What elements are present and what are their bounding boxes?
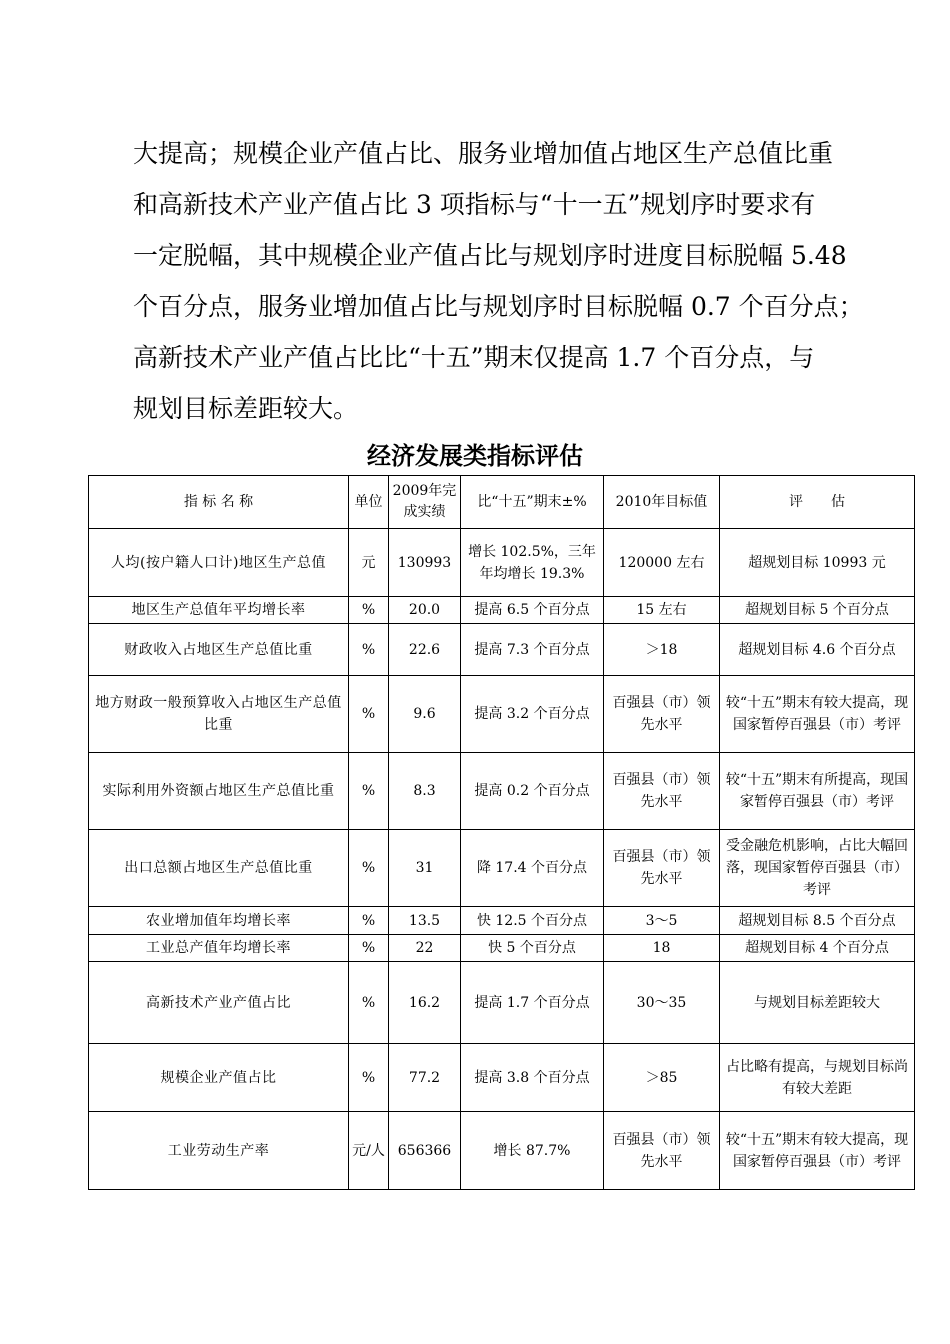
cell-unit: % — [349, 753, 389, 830]
cell-actual: 16.2 — [389, 962, 461, 1044]
cell-target: 百强县（市）领先水平 — [604, 1112, 720, 1190]
paragraph-line: 一定脱幅，其中规模企业产值占比与规划序时进度目标脱幅 5.48 — [133, 241, 847, 270]
cell-actual: 8.3 — [389, 753, 461, 830]
cell-actual: 77.2 — [389, 1044, 461, 1112]
cell-name: 高新技术产业产值占比 — [89, 962, 349, 1044]
table-row — [89, 676, 915, 753]
header-name: 指 标 名 称 — [89, 476, 349, 529]
cell-name: 地区生产总值年平均增长率 — [89, 597, 349, 624]
table-header-row — [89, 476, 915, 529]
cell-actual: 22.6 — [389, 624, 461, 676]
cell-actual: 20.0 — [389, 597, 461, 624]
cell-vs: 提高 1.7 个百分点 — [461, 962, 604, 1044]
cell-eval: 超规划目标 8.5 个百分点 — [720, 907, 915, 935]
cell-eval: 超规划目标 10993 元 — [720, 529, 915, 597]
cell-name: 工业劳动生产率 — [89, 1112, 349, 1190]
cell-vs: 增长 102.5%，三年年均增长 19.3% — [461, 529, 604, 597]
paragraph-line: 个百分点，服务业增加值占比与规划序时目标脱幅 0.7 个百分点； — [133, 292, 864, 321]
body-paragraph — [133, 128, 864, 434]
cell-vs: 提高 0.2 个百分点 — [461, 753, 604, 830]
cell-eval: 与规划目标差距较大 — [720, 962, 915, 1044]
cell-target: 百强县（市）领先水平 — [604, 753, 720, 830]
cell-target: ＞85 — [604, 1044, 720, 1112]
cell-unit: % — [349, 962, 389, 1044]
cell-name: 地方财政一般预算收入占地区生产总值比重 — [89, 676, 349, 753]
table-row — [89, 597, 915, 624]
table-row — [89, 962, 915, 1044]
cell-vs: 提高 7.3 个百分点 — [461, 624, 604, 676]
paragraph-line: 和高新技术产业产值占比 3 项指标与“十一五”规划序时要求有 — [133, 190, 816, 219]
table-title: 经济发展类指标评估 — [367, 442, 583, 470]
cell-target: 百强县（市）领先水平 — [604, 830, 720, 907]
header-vs: 比“十五”期末±% — [461, 476, 604, 529]
cell-name: 人均(按户籍人口计)地区生产总值 — [89, 529, 349, 597]
table-row — [89, 529, 915, 597]
cell-vs: 提高 3.2 个百分点 — [461, 676, 604, 753]
cell-actual: 656366 — [389, 1112, 461, 1190]
cell-actual: 9.6 — [389, 676, 461, 753]
paragraph-line: 规划目标差距较大。 — [133, 394, 359, 423]
cell-actual: 22 — [389, 935, 461, 962]
cell-name: 农业增加值年均增长率 — [89, 907, 349, 935]
cell-name: 规模企业产值占比 — [89, 1044, 349, 1112]
indicator-table — [88, 475, 915, 1190]
header-eval: 评 估 — [720, 476, 915, 529]
header-unit: 单位 — [349, 476, 389, 529]
table-row — [89, 1044, 915, 1112]
table-row — [89, 753, 915, 830]
cell-vs: 提高 3.8 个百分点 — [461, 1044, 604, 1112]
cell-target: 18 — [604, 935, 720, 962]
cell-eval: 超规划目标 4.6 个百分点 — [720, 624, 915, 676]
cell-target: 120000 左右 — [604, 529, 720, 597]
cell-eval: 超规划目标 4 个百分点 — [720, 935, 915, 962]
cell-target: 30～35 — [604, 962, 720, 1044]
cell-unit: % — [349, 935, 389, 962]
cell-unit: % — [349, 676, 389, 753]
cell-name: 工业总产值年均增长率 — [89, 935, 349, 962]
cell-target: ＞18 — [604, 624, 720, 676]
cell-vs: 降 17.4 个百分点 — [461, 830, 604, 907]
cell-actual: 13.5 — [389, 907, 461, 935]
cell-name: 财政收入占地区生产总值比重 — [89, 624, 349, 676]
cell-vs: 增长 87.7% — [461, 1112, 604, 1190]
cell-unit: % — [349, 597, 389, 624]
cell-vs: 快 12.5 个百分点 — [461, 907, 604, 935]
paragraph-line: 大提高；规模企业产值占比、服务业增加值占地区生产总值比重 — [133, 139, 834, 168]
table-row — [89, 1112, 915, 1190]
cell-unit: 元/人 — [349, 1112, 389, 1190]
cell-unit: % — [349, 907, 389, 935]
cell-unit: % — [349, 1044, 389, 1112]
table-row — [89, 830, 915, 907]
cell-eval: 较“十五”期末有较大提高，现国家暂停百强县（市）考评 — [720, 1112, 915, 1190]
cell-eval: 占比略有提高，与规划目标尚有较大差距 — [720, 1044, 915, 1112]
cell-unit: % — [349, 624, 389, 676]
header-actual: 2009年完成实绩 — [389, 476, 461, 529]
header-target: 2010年目标值 — [604, 476, 720, 529]
cell-target: 15 左右 — [604, 597, 720, 624]
cell-target: 百强县（市）领先水平 — [604, 676, 720, 753]
table-row — [89, 624, 915, 676]
cell-name: 出口总额占地区生产总值比重 — [89, 830, 349, 907]
table-row — [89, 907, 915, 935]
cell-name: 实际利用外资额占地区生产总值比重 — [89, 753, 349, 830]
cell-vs: 提高 6.5 个百分点 — [461, 597, 604, 624]
cell-eval: 较“十五”期末有所提高，现国家暂停百强县（市）考评 — [720, 753, 915, 830]
table-row — [89, 935, 915, 962]
cell-eval: 受金融危机影响，占比大幅回落，现国家暂停百强县（市）考评 — [720, 830, 915, 907]
cell-eval: 超规划目标 5 个百分点 — [720, 597, 915, 624]
cell-vs: 快 5 个百分点 — [461, 935, 604, 962]
cell-actual: 31 — [389, 830, 461, 907]
cell-unit: 元 — [349, 529, 389, 597]
paragraph-line: 高新技术产业产值占比比“十五”期末仅提高 1.7 个百分点，与 — [133, 343, 815, 372]
cell-target: 3～5 — [604, 907, 720, 935]
cell-unit: % — [349, 830, 389, 907]
cell-actual: 130993 — [389, 529, 461, 597]
cell-eval: 较“十五”期末有较大提高，现国家暂停百强县（市）考评 — [720, 676, 915, 753]
